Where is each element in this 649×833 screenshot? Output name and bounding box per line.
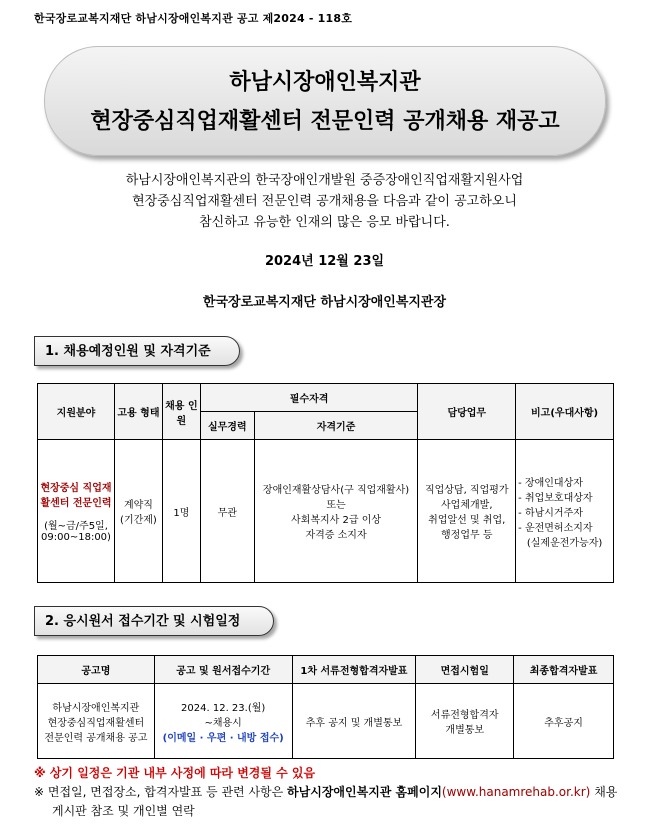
submission-methods: (이메일 · 우편 · 내방 접수) — [162, 732, 284, 744]
final-cell: 추후공지 — [514, 684, 614, 759]
preference-line: (실제운전가능자) — [526, 537, 603, 549]
preference-cell — [516, 440, 614, 583]
table-row — [38, 684, 614, 759]
header-criteria: 자격기준 — [254, 412, 418, 440]
note-text: 채용 — [590, 785, 618, 799]
notice-name-line: 하남시장애인복지관 — [52, 702, 140, 714]
notice-name-cell — [38, 684, 155, 759]
header-interview: 면접시험일 — [416, 656, 514, 684]
schedule-change-note: ※ 상기 일정은 기관 내부 사정에 따라 변경될 수 있음 — [34, 766, 316, 780]
duty-cell — [418, 440, 516, 583]
interview-cell — [416, 684, 514, 759]
notice-number: 한국장로교복지재단 하남시장애인복지관 공고 제2024 - 118호 — [34, 12, 353, 25]
homepage-name: 하남시장애인복지관 홈페이지 — [287, 785, 442, 799]
signature: 한국장로교복지재단 하남시장애인복지관장 — [202, 295, 447, 310]
notice-name-line: 현장중심직업재활센터 — [47, 717, 145, 729]
header-count: 채용 인원 — [162, 384, 200, 440]
header-duty: 담당업무 — [418, 384, 516, 440]
period-cell — [154, 684, 292, 759]
header-note: 비고(우대사항) — [516, 384, 614, 440]
header-field: 지원분야 — [38, 384, 115, 440]
notice-name-line: 전문인력 공개채용 공고 — [44, 732, 148, 744]
hire-count: 1명 — [162, 440, 200, 583]
interview-line: 개별통보 — [445, 725, 485, 736]
title-banner — [44, 46, 606, 156]
doc-result-cell: 추후 공지 및 개별통보 — [292, 684, 416, 759]
experience-value: 무관 — [200, 440, 254, 583]
contact-note-line2: 게시판 참조 및 개인별 연락 — [52, 804, 195, 818]
duty-line: 취업알선 및 취업, — [428, 515, 506, 526]
criteria-cell — [254, 440, 418, 583]
criteria-line: 장애인재활상담사(구 직업재활사) — [262, 485, 410, 496]
interview-line: 서류전형합격자 — [430, 710, 499, 721]
notice-date: 2024년 12월 23일 — [264, 254, 385, 269]
duty-line: 사업체개발, — [441, 500, 493, 511]
contact-note — [34, 783, 624, 802]
homepage-link[interactable]: (www.hanamrehab.or.kr) — [441, 785, 591, 799]
header-period: 공고 및 원서접수기간 — [154, 656, 292, 684]
intro-line3: 참신하고 유능한 인재의 많은 응모 바랍니다. — [199, 215, 450, 230]
recruitment-table — [37, 383, 614, 583]
preference-line: - 운전면허소지자 — [518, 522, 593, 534]
intro-line1: 하남시장애인복지관의 한국장애인개발원 중증장애인직업재활지원사업 — [125, 173, 524, 188]
banner-title-line1: 하남시장애인복지관 — [229, 70, 421, 95]
intro-paragraph — [0, 170, 649, 233]
header-experience: 실무경력 — [200, 412, 254, 440]
section1-title: 1. 채용예정인원 및 자격기준 — [34, 336, 240, 366]
period-line: 2024. 12. 23.(월) — [181, 702, 266, 714]
header-final: 최종합격자발표 — [514, 656, 614, 684]
preference-line: - 하남시거주자 — [518, 507, 583, 519]
header-notice-name: 공고명 — [38, 656, 155, 684]
header-doc-result: 1차 서류전형합격자발표 — [292, 656, 416, 684]
employment-type: 계약직 (기간제) — [114, 440, 162, 583]
intro-line2: 현장중심직업재활센터 전문인력 공개채용을 다음과 같이 공고하오니 — [132, 194, 517, 209]
notes — [34, 764, 624, 821]
preference-line: - 취업보호대상자 — [518, 492, 593, 504]
banner-title-line2: 현장중심직업재활센터 전문인력 공개채용 재공고 — [90, 109, 560, 134]
criteria-line: 또는 — [326, 500, 346, 511]
header-required: 필수자격 — [200, 384, 418, 412]
duty-line: 행정업무 등 — [441, 530, 493, 541]
period-line: ~채용시 — [204, 717, 242, 729]
schedule-table — [37, 655, 614, 759]
header-type: 고용 형태 — [114, 384, 162, 440]
criteria-line: 사회복지사 2급 이상 — [291, 515, 382, 526]
section2-title: 2. 응시원서 접수기간 및 시험일정 — [34, 606, 274, 636]
field-hours: (월~금/주5일, 09:00~18:00) — [41, 521, 111, 543]
criteria-line: 자격증 소지자 — [305, 530, 367, 541]
note-text: ※ 면접일, 면접장소, 합격자발표 등 관련 사항은 — [34, 785, 288, 799]
duty-line: 직업상담, 직업평가 — [424, 485, 509, 496]
preference-line: - 장애인대상자 — [518, 477, 583, 489]
field-title: 현장중심 직업재활센터 전문인력 — [40, 483, 112, 509]
table-row — [38, 440, 614, 583]
